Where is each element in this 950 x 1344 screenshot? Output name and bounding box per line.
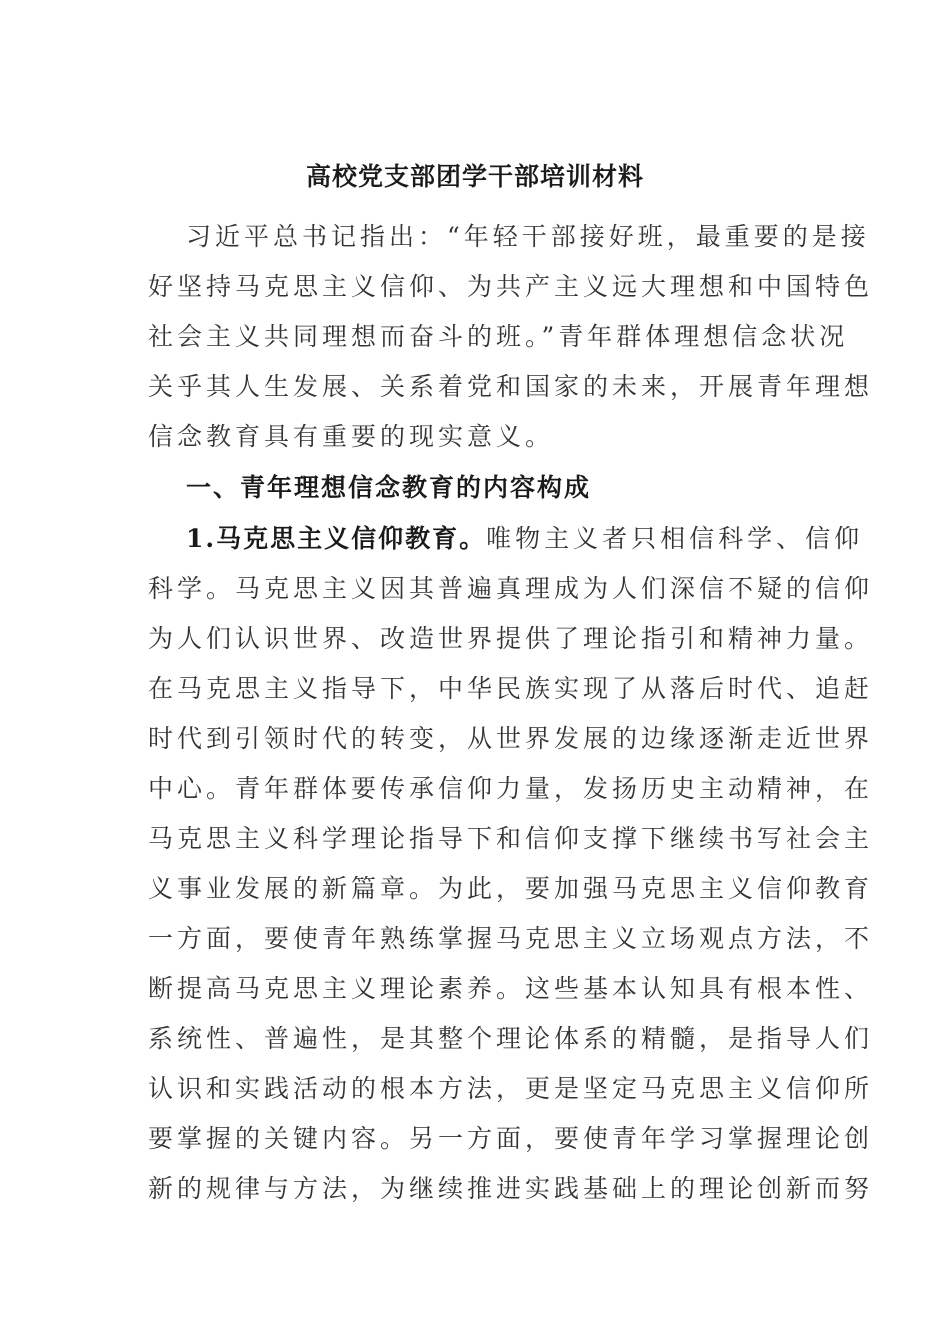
body-line: 新的规律与方法，为继续推进实践基础上的理论创新而努 [148,1174,874,1203]
intro-line: 关乎其人生发展、关系着党和国家的未来，开展青年理想 [148,372,874,401]
intro-line: 信念教育具有重要的现实意义。 [148,422,555,451]
body-line: 要掌握的关键内容。另一方面，要使青年学习掌握理论创 [148,1124,874,1153]
body-line: 断提高马克思主义理论素养。这些基本认知具有根本性、 [148,974,874,1003]
subsection-heading: 1.马克思主义信仰教育。 [186,524,487,553]
body-line: 在马克思主义指导下，中华民族实现了从落后时代、追赶 [148,674,874,703]
section-heading: 一、青年理想信念教育的内容构成 [186,473,592,502]
subsection-first-line-text: 唯物主义者只相信科学、信仰 [486,524,864,553]
body-line: 中心。青年群体要传承信仰力量，发扬历史主动精神，在 [148,774,874,803]
intro-line: 社会主义共同理想而奋斗的班。”青年群体理想信念状况 [148,322,849,351]
body-line: 一方面，要使青年熟练掌握马克思主义立场观点方法，不 [148,924,874,953]
body-line: 系统性、普遍性，是其整个理论体系的精髓，是指导人们 [148,1024,874,1053]
body-line: 义事业发展的新篇章。为此，要加强马克思主义信仰教育 [148,874,874,903]
document-title: 高校党支部团学干部培训材料 [305,162,644,191]
intro-line: 习近平总书记指出：“年轻干部接好班，最重要的是接 [186,222,870,251]
subsection-first-line [186,514,864,564]
intro-line: 好坚持马克思主义信仰、为共产主义远大理想和中国特色 [148,272,874,301]
body-line: 马克思主义科学理论指导下和信仰支撑下继续书写社会主 [148,824,874,853]
body-line: 科学。马克思主义因其普遍真理成为人们深信不疑的信仰 [148,574,874,603]
body-line: 为人们认识世界、改造世界提供了理论指引和精神力量。 [148,624,874,653]
body-line: 时代到引领时代的转变，从世界发展的边缘逐渐走近世界 [148,724,874,753]
body-line: 认识和实践活动的根本方法，更是坚定马克思主义信仰所 [148,1074,874,1103]
